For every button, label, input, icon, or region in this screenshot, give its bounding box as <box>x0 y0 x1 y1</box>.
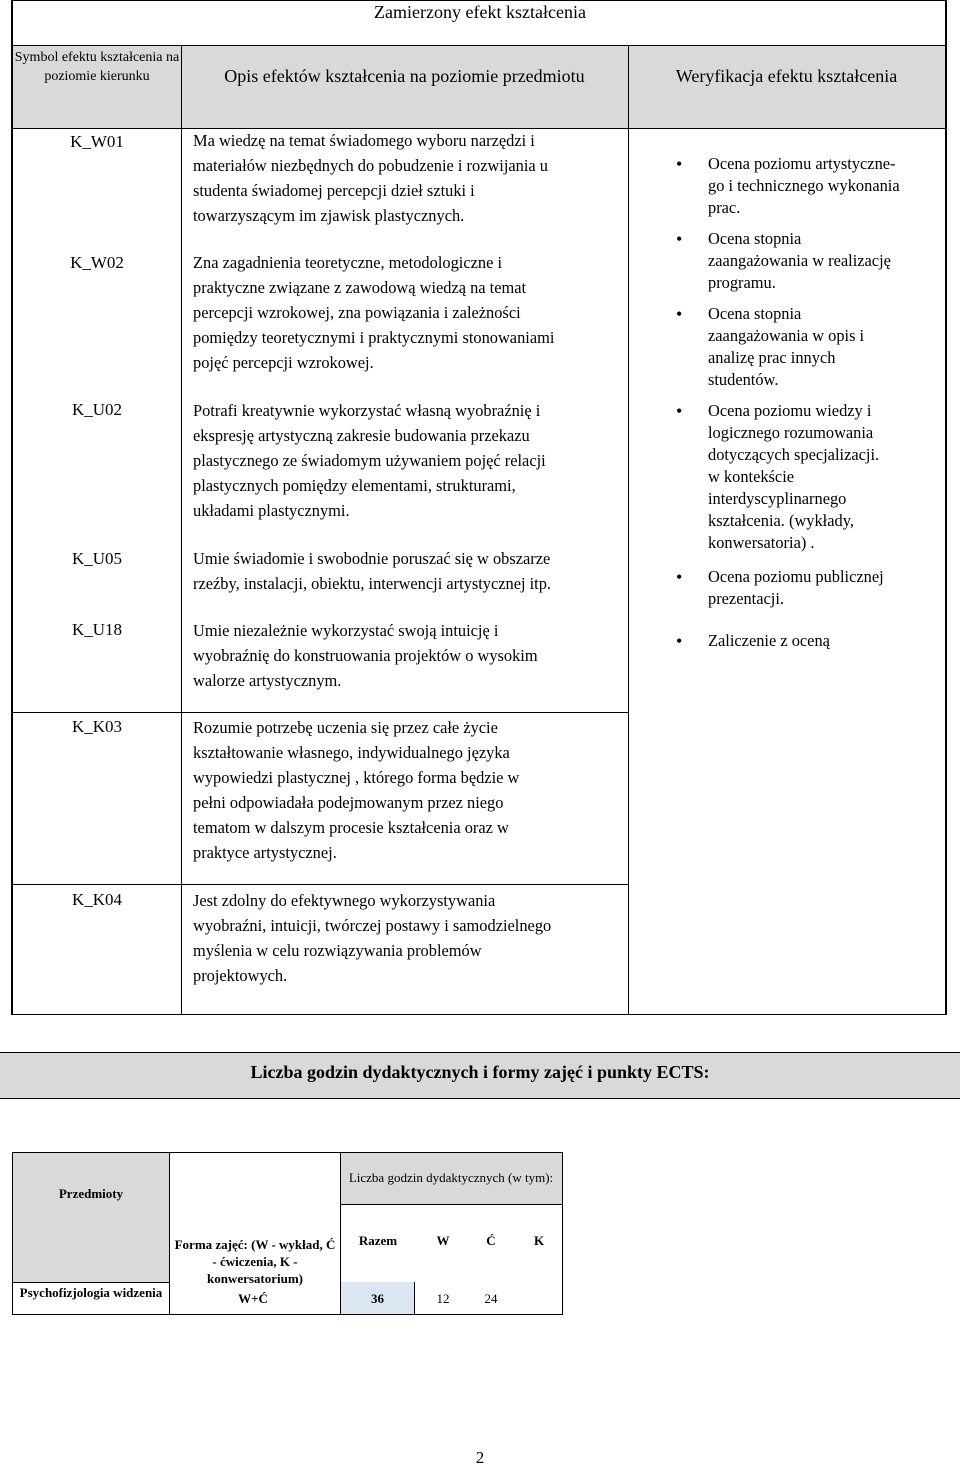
list-item: • Ocena stopnia zaangażowania w realizację programu. <box>668 228 943 294</box>
list-item: • Ocena poziomu publicznej prezentacji. <box>668 566 943 610</box>
list-item: • Ocena stopnia zaangażowania w opis i analizę prac innych studentów. <box>668 303 943 391</box>
header-description: Opis efektów kształcenia na poziomie przedmiotu <box>224 66 585 86</box>
effect-description: Jest zdolny do efektywnego wykorzystywania wyobraźni, intuicji, twórczej postawy i samodzielnego myślenia w celu rozwiązywania problemów projektowych. <box>193 891 552 985</box>
effect-description: Umie niezależnie wykorzystać swoją intuicję i wyobraźnię do konstruowania projektów o wysokim walorze artystycznym. <box>193 621 538 690</box>
column-w: W <box>436 1233 450 1248</box>
effect-code: K_W02 <box>70 253 124 272</box>
page-title: Zamierzony efekt kształcenia <box>374 2 586 22</box>
subject-header-cell <box>13 1153 169 1282</box>
effect-description: Potrafi kreatywnie wykorzystać własną wyobraźnię i ekspresję artystyczną zakresie budowania przekazu plastycznego ze świadomym używaniem pojęć relacji plastycznych pomiędzy elementami, strukturami, układami plastycznymi. <box>193 401 546 520</box>
page-number: 2 <box>475 1448 485 1467</box>
effect-code: K_K03 <box>71 717 123 736</box>
list-item: • Ocena poziomu wiedzy i logicznego rozumowania dotyczących specjalizacji. w kontekście interdyscyplinarnego kształcenia. (wykłady, konwersatoria) . <box>668 400 943 554</box>
w-value: 12 <box>436 1291 450 1306</box>
subject-name: Psychofizjologia widzenia <box>19 1285 163 1300</box>
effect-code: K_U05 <box>71 549 123 568</box>
header-verification: Weryfikacja efektu kształcenia <box>675 66 898 86</box>
column-k: K <box>533 1233 545 1248</box>
effect-code: K_K04 <box>71 890 123 909</box>
effect-code: K_U02 <box>71 400 123 419</box>
total-value: 36 <box>371 1291 384 1306</box>
header-symbol: Symbol efektu kształcenia na poziomie kierunku <box>14 50 180 84</box>
column-total: Razem <box>358 1233 398 1248</box>
list-item: • Zaliczenie z oceną <box>668 630 943 652</box>
effect-description: Rozumie potrzebę uczenia się przez całe życie kształtowanie własnego, indywidualnego języka wypowiedzi plastycznej , którego forma będzie w pełni odpowiadała podejmowanym przez niego tematom w dalszym procesie kształcenia oraz w praktyce artystycznej. <box>193 718 520 862</box>
column-c: Ć <box>486 1233 496 1248</box>
form-value: W+Ć <box>238 1291 268 1306</box>
effect-description: Ma wiedzę na temat świadomego wyboru narzędzi i materiałów niezbędnych do pobudzenie i rozwijania u studenta świadomej percepcji dzieł sztuki i towarzyszącym im zjawisk plastycznych. <box>193 131 548 225</box>
hours-header: Liczba godzin dydaktycznych (w tym): <box>348 1170 554 1185</box>
effect-code: K_W01 <box>70 132 124 151</box>
c-value: 24 <box>484 1291 498 1306</box>
effect-description: Umie świadomie i swobodnie poruszać się w obszarze rzeźby, instalacji, obiektu, interwencji artystycznej itp. <box>193 549 552 593</box>
verification-list <box>668 153 943 661</box>
effect-description: Zna zagadnienia teoretyczne, metodologiczne i praktyczne związane z zawodową wiedzą na temat percepcji wzrokowej, zna powiązania i zależności pomiędzy teoretycznymi i praktycznymi stonowaniami pojęć percepcji wzrokowej. <box>193 253 555 372</box>
list-item: • Ocena poziomu artystyczne- go i technicznego wykonania prac. <box>668 153 943 219</box>
hours-section-title: Liczba godzin dydaktycznych i formy zajęć i punkty ECTS: <box>250 1062 710 1082</box>
effect-code: K_U18 <box>71 620 123 639</box>
subject-header: Przedmioty <box>58 1186 124 1201</box>
form-header: Forma zajęć: (W - wykład, Ć - ćwiczenia, K - konwersatorium) <box>174 1237 336 1286</box>
